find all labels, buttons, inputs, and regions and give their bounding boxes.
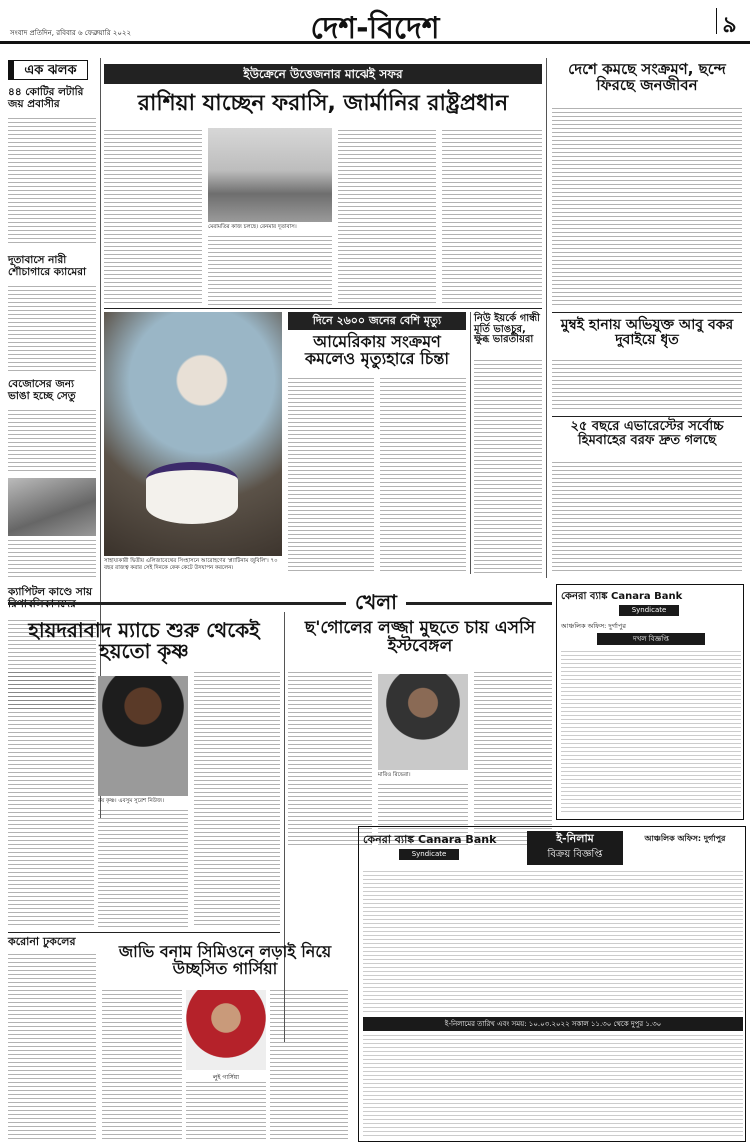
brief-body-camera [8,286,96,372]
page-number: ৯ [716,8,742,34]
sports-story2-body-col1 [288,672,372,848]
right-lead-headline: দেশে কমছে সংক্রমণ, ছন্দে ফিরছে জনজীবন [568,60,726,94]
gandhi-body [474,360,542,574]
auction-date-bar: ই-নিলামের তারিখ এবং সময়: ১০.০৩.২০২২ সকাল ১১.৩০ থেকে দুপুর ১.৩০ [363,1017,743,1031]
brief-body-bezos [8,410,96,474]
page-dateline: সংবাদ প্রতিদিন, রবিবার ৬ ফেব্রুয়ারি ২০২২ [10,29,131,37]
sports-story3-body-col3 [270,990,348,1140]
mario-rivera-caption: মারিও রিভেরা। [378,772,411,778]
lead-body-col4 [442,130,542,306]
syndicate-badge: Syndicate [619,605,679,616]
dubai-body [552,360,742,412]
section-rule [552,416,742,417]
covid-kicker: দিনে ২৬০০ জনের বেশি মৃত্যু [288,312,466,330]
brief-headline-bezos: বেজোসের জন্য ভাঙা হচ্ছে সেতু [8,378,76,403]
page-title: দেশ-বিদেশ [310,11,440,46]
lead-body-col2 [208,236,332,306]
section-rule [104,308,542,309]
sports-rule-right [406,602,552,605]
canara-ad-bottom [358,826,746,1142]
sports-story3-body-col1 [102,990,182,1140]
brief-headline-capitol: ক্যাপিটল কাণ্ডে সায় [8,586,93,598]
section-rule [552,312,742,313]
brief-headline-camera: দূতাবাসে নারী শৌচাগারে ক্যামেরা [8,254,87,279]
canara-ad-top [556,584,744,820]
covid-body-col1 [288,378,374,574]
embassy-photo [208,128,332,222]
mario-rivera-photo [378,674,468,770]
everest-headline: ২৫ বছরে এভারেস্টের সর্বোচ্চ হিমবাহের বরফ দ্রুত গলছে [570,419,724,448]
ek-jhalak-label: এক ঝলক [8,60,88,80]
sports-story1-body-col1 [8,672,94,928]
canara-ad-top-notice: দখল বিজ্ঞপ্তি [597,633,705,645]
lead-body-col1 [104,130,202,306]
brief-body-bezos-2 [8,540,96,580]
queen-photo [104,312,282,556]
sports-story3-body-col2 [186,1082,266,1140]
luis-garcia-photo [186,990,266,1070]
brief-headline-lottery: ৪৪ কোটির লটারি জয় প্রবাসীর [8,86,84,111]
sports-section-label: খেলা [355,590,397,614]
canara-ad-top-address: আঞ্চলিক অফিস: দুর্গাপুর [561,622,626,630]
brief-body-lottery [8,118,96,246]
canara-ad-top-bank: কেনরা ব্যাঙ্ক Canara Bank [561,591,683,602]
canara-ad-bottom-office: আঞ্চলিক অফিস: দুর্গাপুর [644,834,726,843]
gandhi-headline: নিউ ইয়র্কে গান্ধী মূর্তি ভাঙচুর, ক্ষুব্ধ ভারতীয়রা [474,313,540,345]
syndicate-badge: Syndicate [399,849,459,860]
sports-story2-headline: ছ'গোলের লজ্জা মুছতে চায় এসসি ইস্টবেঙ্গল [304,618,536,656]
everest-body [552,462,742,574]
cake-shape [146,462,238,524]
corona-brief-headline: করোনা ঢুকলের [8,935,76,948]
roy-krishna-caption: রয় কৃষ্ণ। এবসুম সুরেশ নিউজ। [98,798,164,804]
queen-photo-caption: সাহায্যকারী দ্বিতীয় এলিজাবেথের সিংহাসনে আরোহণের 'প্ল্যাটিনাম জুবিলি'। ৭০ বছর রাজত্ব করার সেই দিনকে কেক কেটে উদযাপন করলেন। [104,558,278,571]
sports-story1-headline: হায়দরাবাদ ম্যাচে শুরু থেকেই হয়তো কৃষ্ণ [28,618,260,663]
lead-body-col3 [338,130,436,306]
sports-story2-body-col3 [474,672,552,848]
sports-rule-left [8,602,346,605]
corona-brief-body [8,954,96,1140]
column-divider [546,58,547,578]
column-divider [470,312,471,574]
canara-ad-bottom-terms [363,1035,743,1137]
sale-notice-title: বিক্রয় বিজ্ঞপ্তি [547,849,603,860]
bezos-photo [8,478,96,536]
canara-ad-bottom-bank: কেনরা ব্যাঙ্ক Canara Bank [363,833,497,846]
sports-story1-body-col2 [98,810,188,928]
lead-headline: রাশিয়া যাচ্ছেন ফরাসি, জার্মানির রাষ্ট্রপ্রধান [137,91,509,116]
canara-ad-bottom-table [363,871,743,1013]
section-rule [8,932,280,933]
sports-story1-body-col3 [194,672,280,928]
covid-body-col2 [380,378,466,574]
luis-garcia-caption: লুই গার্সিয়া [212,1074,240,1081]
covid-headline: আমেরিকায় সংক্রমণ কমলেও মৃত্যুহারে চিন্তা [304,332,450,368]
embassy-photo-caption: মেরামতির কাজ চলছে। রেনমার দূতাবাস। [208,224,297,230]
roy-krishna-photo [98,676,188,796]
right-lead-body [552,108,742,308]
sports-story3-headline: জাভি বনাম সিমিওনে লড়াই নিয়ে উচ্ছসিত গার্সিয়া [118,942,332,978]
lead-kicker: ইউক্রেনে উত্তেজনার মাঝেই সফর [104,64,542,84]
enilam-title: ই-নিলাম [556,832,594,845]
dubai-headline: মুম্বই হানায় অভিযুক্ত আবু বকর দুবাইয়ে ধৃত [560,317,734,348]
canara-ad-top-body [561,651,741,815]
enilam-block [527,831,623,865]
masthead [0,0,750,44]
